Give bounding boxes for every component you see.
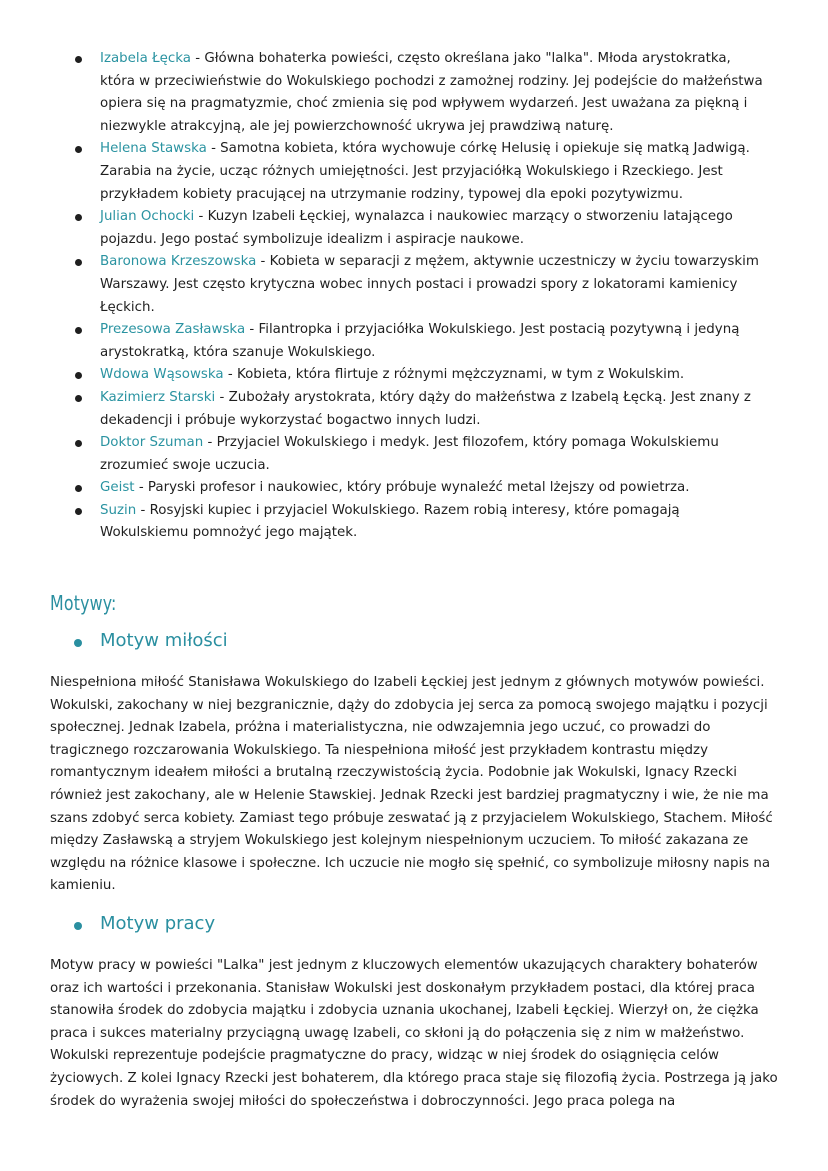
character-description: - Zubożały arystokrata, który dąży do małżeństwa z Izabelą Łęcką. Jest znany z dekadencji i próbuje wykorzystać bogactwo innych ludzi. [100,389,751,428]
list-item [0,477,828,500]
list-item [0,319,828,364]
character-name: Wdowa Wąsowska [100,367,224,383]
bullet-icon [75,214,82,221]
character-name: Doktor Szuman [100,435,204,451]
character-name: Kazimierz Starski [100,389,216,405]
bullet-icon [74,639,82,647]
character-description: - Przyjaciel Wokulskiego i medyk. Jest filozofem, który pomaga Wokulskiemu zrozumieć swoje uczucia. [100,435,719,473]
character-name: Izabela Łęcka [100,51,191,66]
character-description: - Kuzyn Izabeli Łęckiej, wynalazca i naukowiec marzący o stworzeniu latającego pojazdu. Jego postać symbolizuje idealizm i aspiracje naukowe. [100,209,733,247]
motif-heading-work [0,913,800,934]
character-description: - Paryski profesor i naukowiec, który próbuje wynaleźć metal lżejszy od powietrza. [134,480,690,496]
character-description: - Samotna kobieta, która wychowuje córkę Helusię i opiekuje się matką Jadwigą. Zarabia na życie, ucząc różnych umiejętności. Jest przyjaciółką Wokulskiego i Rzeckiego. Jest przykładem kobiety pracującej na utrzymanie rodziny, typowej dla epoki pozytywizmu. [100,141,750,202]
character-name: Suzin [100,502,137,518]
list-item [0,364,828,387]
bullet-icon [75,485,82,492]
character-name: Helena Stawska [100,141,207,157]
bullet-icon [75,508,82,515]
character-description: - Filantropka i przyjaciółka Wokulskiego. Jest postacią pozytywną i jedyną arystokratką, która szanuje Wokulskiego. [100,322,740,360]
motif-title: Motyw miłości [100,630,228,651]
bullet-icon [74,922,82,930]
character-name: Prezesowa Zasławska [100,322,246,338]
motif-paragraph-love: Niespełniona miłość Stanisława Wokulskiego do Izabeli Łęckiej jest jednym z głównych motywów powieści. Wokulski, zakochany w niej bezgranicznie, dąży do zdobycia jej serca za pomocą swojego majątku i pozycji społecznej. Jednak Izabela, próżna i materialistyczna, nie odwzajemnia jego uczuć, co prowadzi do tragicznego rozczarowania Wokulskiego. Ta niespełniona miłość jest przykładem kontrastu między romantycznym ideałem miłości a brutalną rzeczywistością życia. Podobnie jak Wokulski, Ignacy Rzecki również jest zakochany, ale w Helenie Stawskiej. Jednak Rzecki jest bardziej pragmatyczny i wie, że nie ma szans zdobyć serca kobiety. Zamiast tego próbuje zeswatać ją z przyjacielem Wokulskiego, Stachem. Miłość między Zasławską a stryjem Wokulskiego jest kolejnym niespełnionym uczuciem. To miłość zakazana ze względu na różnice klasowe i społeczne. Ich uczucie nie mogło się spełnić, co symbolizuje miłosny napis na kamieniu. [50,675,773,894]
bullet-icon [75,395,82,402]
list-item [0,500,828,545]
character-name: Geist [100,480,135,496]
list-item [0,206,828,251]
character-description: - Kobieta, która flirtuje z różnymi mężczyznami, w tym z Wokulskim. [223,367,685,383]
section-title: Motywy: [50,591,117,615]
motif-heading-love [0,630,800,651]
bullet-icon [75,372,82,379]
motif-paragraph-work: Motyw pracy w powieści "Lalka" jest jednym z kluczowych elementów ukazujących charaktery bohaterów oraz ich wartości i przekonania. Stanisław Wokulski jest doskonałym przykładem postaci, dla której praca stanowiła środek do zdobycia majątku i zdobycia uznania ukochanej, Izabeli Łęckiej. Wierzył on, że ciężka praca i sukces materialny przyciągną uwagę Izabeli, co skłoni ją do połączenia się z nim w małżeństwo. Wokulski reprezentuje podejście pragmatyczne do pracy, widząc w niej środek do osiągnięcia celów życiowych. Z kolei Ignacy Rzecki jest bohaterem, dla którego praca staje się filozofią życia. Postrzega ją jako środek do wyrażenia swojej miłości do społeczeństwa i dobroczynności. Jego praca polega na [50,958,778,1109]
character-list [0,48,828,545]
character-name: Julian Ochocki [100,209,195,225]
list-item [0,251,828,319]
list-item [0,387,828,432]
list-item [0,432,828,477]
list-item [0,48,828,138]
bullet-icon [75,146,82,153]
character-description: - Kobieta w separacji z mężem, aktywnie uczestniczy w życiu towarzyskim Warszawy. Jest często krytyczna wobec innych postaci i prowadzi spory z lokatorami kamienicy Łęckich. [100,254,759,315]
character-description: - Główna bohaterka powieści, często określana jako "lalka". Młoda arystokratka, która w przeciwieństwie do Wokulskiego pochodzi z zamożnej rodziny. Jej podejście do małżeństwa opiera się na pragmatyzmie, choć zmienia się pod wpływem wydarzeń. Jest uważana za piękną i niezwykle atrakcyjną, ale jej powierzchowność ukrywa jej prawdziwą naturę. [100,51,763,134]
list-item [0,138,828,206]
character-name: Baronowa Krzeszowska [100,254,257,270]
character-description: - Rosyjski kupiec i przyjaciel Wokulskiego. Razem robią interesy, które pomagają Wokulskiemu pomnożyć jego majątek. [100,502,680,541]
bullet-icon [75,259,82,266]
motif-title: Motyw pracy [100,913,216,934]
bullet-icon [75,327,82,334]
bullet-icon [75,440,82,447]
bullet-icon [75,56,82,63]
